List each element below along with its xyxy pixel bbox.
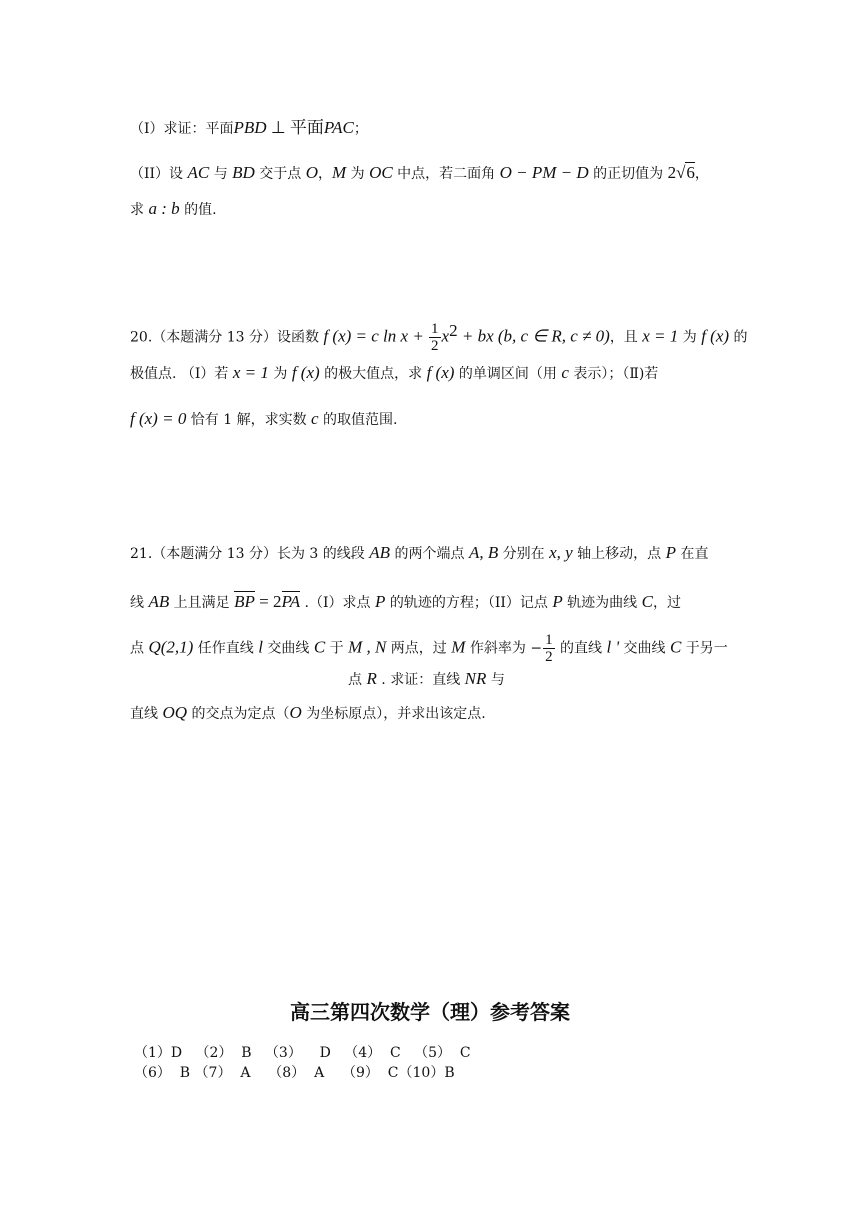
answer-row-2: （6） B （7） A （8） A （9） C（10）B: [134, 1065, 455, 1081]
math-c: C: [641, 592, 653, 611]
text: 的两个端点: [390, 546, 469, 562]
text: 直线: [130, 706, 163, 722]
math-point-q: Q(2,1): [148, 637, 194, 657]
math-p: P: [374, 592, 386, 611]
text: 的轨迹的方程；（II）记点: [385, 595, 553, 611]
math-coef: 2: [667, 163, 677, 182]
text: 与: [209, 166, 233, 182]
text: ，: [318, 166, 333, 182]
text: 与: [486, 672, 505, 688]
plane-pbd: PBD: [233, 118, 267, 137]
math-bd: BD: [232, 163, 255, 182]
text: 表示）；（Ⅱ)若: [568, 366, 659, 382]
question-number: 21.（本题满分 13 分）长为 3 的线段: [130, 546, 370, 562]
vector-bp: BP: [234, 592, 255, 611]
text: 为: [268, 366, 292, 382]
text: . 求证：直线: [376, 672, 465, 688]
q20-line2: [130, 362, 658, 385]
q21-line3: [130, 632, 728, 665]
denominator: 2: [545, 649, 553, 665]
text: 的单调区间（用: [454, 366, 562, 382]
text: 为: [346, 166, 370, 182]
math-x-eq-1: x = 1: [642, 326, 679, 346]
math-fx: f (x): [701, 326, 730, 346]
q20-line3: [130, 408, 397, 431]
text: 分别在: [498, 546, 550, 562]
math-l: l: [258, 637, 263, 657]
q20-line1: [130, 316, 748, 354]
text: 的交点为定点（: [187, 706, 290, 722]
text: 恰有 1 解，求实数: [186, 412, 312, 428]
numerator: 1: [545, 632, 553, 648]
q19-part2-line1: [130, 162, 709, 185]
sqrt-sign: √: [676, 163, 686, 182]
math-ratio: a : b: [148, 199, 180, 218]
math-ab: AB: [369, 543, 391, 562]
plane-pac: PAC: [323, 118, 354, 137]
answer-title: 高三第四次数学（理）参考答案: [290, 1000, 570, 1024]
text: 两点，过: [386, 640, 452, 657]
text: 点: [348, 672, 367, 688]
text: 的直线: [555, 640, 607, 657]
q21-line4: [348, 668, 505, 691]
math-r: R: [366, 669, 377, 688]
math-m: M: [451, 637, 466, 657]
text: 为: [678, 329, 702, 346]
answer-row-1: （1）D （2） B （3） D （4） C （5） C: [134, 1045, 471, 1061]
text: （I）求证：平面: [130, 121, 234, 137]
math-condition: (b, c ∈ R, c ≠ 0): [493, 326, 610, 346]
math-points: A, B: [468, 543, 499, 562]
text: 的值.: [179, 202, 217, 218]
perp-symbol: ⊥ 平面: [266, 118, 324, 137]
text: 的正切值为: [588, 166, 668, 182]
math-fx: f (x): [291, 363, 320, 382]
question-number: 20.（本题满分 13 分）设函数: [130, 329, 324, 346]
math-nr: NR: [464, 669, 487, 688]
math-p: P: [552, 592, 563, 611]
math-x: x: [441, 326, 450, 346]
math-eq: = 2: [254, 592, 282, 611]
fraction-half: [543, 632, 555, 665]
text: 交曲线: [262, 640, 314, 657]
text: 的取值范围.: [318, 412, 398, 428]
numerator: 1: [431, 321, 439, 338]
text: 上且满足: [169, 595, 235, 611]
text: 作斜率为 −: [465, 640, 543, 657]
q19-part1: [130, 117, 368, 140]
q19-part2-line2: [130, 198, 217, 221]
math-c: c: [561, 363, 569, 382]
text: ；: [353, 121, 368, 137]
math-dihedral-angle: O − PM − D: [499, 163, 589, 182]
text: 的极大值点，求: [319, 366, 427, 382]
math-oc: OC: [369, 163, 393, 182]
text: 线: [130, 595, 149, 611]
text: 交于点: [254, 166, 306, 182]
math-c: C: [313, 637, 326, 657]
text: 为坐标原点），并求出该定点.: [301, 706, 486, 722]
fraction-half: [429, 321, 441, 354]
q21-line1: [130, 542, 708, 565]
math-c: C: [670, 637, 682, 657]
math-oq: OQ: [162, 703, 188, 722]
math-c: c: [311, 409, 319, 428]
text: ，且: [609, 329, 643, 346]
q21-line2: [130, 591, 681, 614]
text: 中点，若二面角: [392, 166, 500, 182]
text: ，: [694, 166, 709, 182]
math-o: O: [305, 163, 319, 182]
math-fx: f (x): [426, 363, 455, 382]
math-ac: AC: [187, 163, 210, 182]
math-m: M: [332, 163, 347, 182]
math-l-prime: l ': [606, 637, 620, 657]
math-mn: M , N: [348, 637, 387, 657]
math-o: O: [289, 703, 302, 722]
math-ab: AB: [148, 592, 170, 611]
q21-line5: [130, 702, 486, 725]
text: 在直: [676, 546, 709, 562]
text: 轴上移动，点: [572, 546, 666, 562]
text: 交曲线: [619, 640, 670, 657]
text: .（I）求点: [300, 595, 375, 611]
math-axes: x, y: [549, 543, 573, 562]
denominator: 2: [431, 338, 439, 355]
text: 轨迹为曲线: [562, 595, 642, 611]
text: ，过: [652, 595, 681, 611]
math-p: P: [665, 543, 677, 562]
math-bx: + bx: [457, 326, 494, 346]
math-x-eq-1: x = 1: [232, 363, 269, 382]
exponent: 2: [449, 321, 458, 340]
math-function: f (x) = c ln x +: [323, 326, 429, 346]
text: 任作直线: [193, 640, 259, 657]
text: 的: [729, 329, 748, 346]
text: 于另一: [681, 640, 728, 657]
text: 极值点. （Ⅰ）若: [130, 366, 233, 382]
text: 于: [325, 640, 349, 657]
text: （II）设: [130, 166, 188, 182]
vector-pa: PA: [281, 592, 301, 611]
text: 点: [130, 640, 149, 657]
math-equation: f (x) = 0: [130, 409, 187, 428]
math-radicand: 6: [686, 163, 695, 182]
text: 求: [130, 202, 149, 218]
